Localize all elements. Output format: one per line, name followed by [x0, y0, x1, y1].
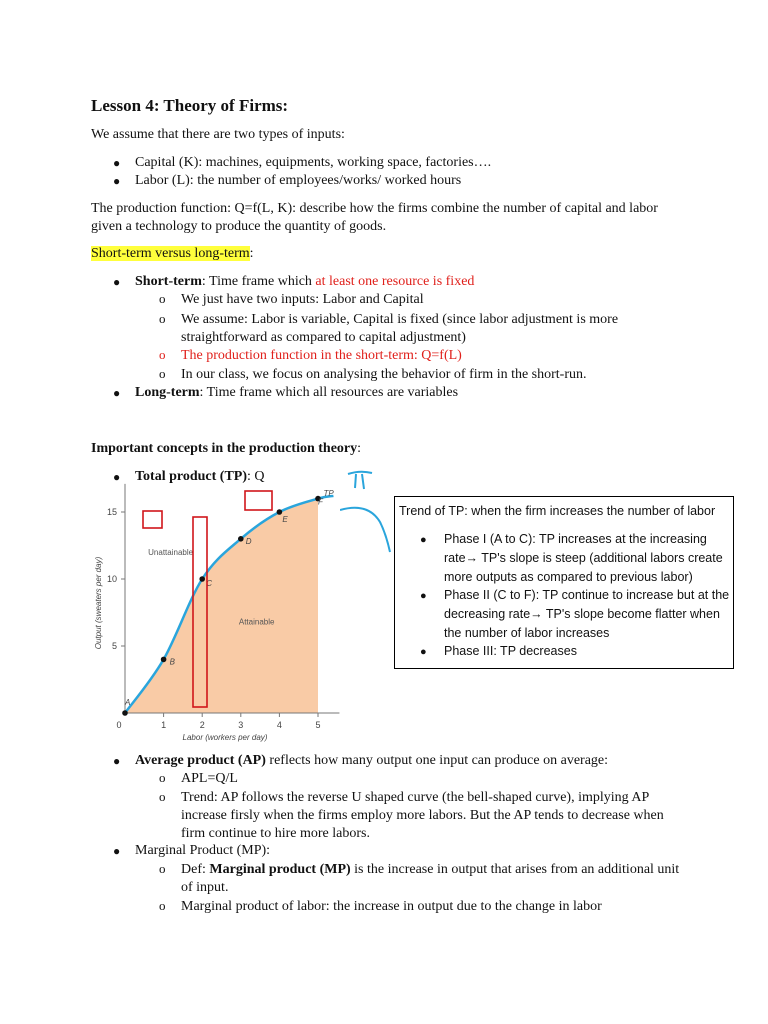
short-term-sub-4: In our class, we focus on analysing the behavior of firm in the short-run.: [181, 367, 587, 382]
mp-def-cont: of input.: [181, 880, 229, 895]
point-label-e: E: [282, 515, 288, 524]
box-line-2: rate→ TP's slope is steep (additional labors create: [444, 551, 723, 565]
heading-colon: :: [249, 246, 254, 261]
production-function-line1: The production function: Q=f(L, K): describe how the firms combine the number of capital and labor: [91, 201, 658, 216]
list-item-labor: Labor (L): the number of employees/works/ worked hours: [135, 173, 462, 188]
sub-bullet-icon: o: [159, 861, 166, 876]
sub-bullet-icon: o: [159, 366, 166, 381]
x-tick-label: 0: [116, 720, 122, 730]
short-term-sub-2: We assume: Labor is variable, Capital is fixed (since labor adjustment is more: [181, 312, 619, 327]
y-axis-label: Output (sweaters per day): [94, 556, 103, 650]
ap-sub-2-cont2: firm continue to hire more labors.: [181, 826, 370, 841]
short-term-sub-1: We just have two inputs: Labor and Capital: [181, 292, 424, 307]
mp-def-prefix: Def:: [181, 862, 210, 877]
page-title: Lesson 4: Theory of Firms:: [91, 96, 289, 115]
short-term-sub-3: The production function in the short-term: Q=f(L): [181, 348, 462, 363]
mp-def-rest: is the increase in output that arises from an additional unit: [350, 862, 680, 877]
bullet-icon: ●: [113, 156, 121, 170]
box-line-6: the number of labor increases: [444, 626, 610, 640]
attainable-label: Attainable: [238, 617, 275, 627]
bullet-icon: ●: [113, 386, 121, 400]
unattainable-label: Unattainable: [148, 547, 194, 557]
bullet-icon: ●: [420, 646, 427, 658]
sub-bullet-icon: o: [159, 770, 166, 785]
curve-label: TP: [323, 488, 334, 498]
sub-bullet-icon: o: [159, 347, 166, 362]
handwritten-annotation: [340, 462, 400, 562]
mp-def-bold: Marginal product (MP): [209, 862, 351, 877]
sub-bullet-icon: o: [159, 789, 166, 804]
short-term-item: [135, 273, 474, 291]
point-b: [161, 657, 167, 663]
bullet-icon: ●: [420, 534, 427, 546]
mp-item: Marginal Product (MP):: [135, 843, 271, 858]
mp-def: [181, 861, 679, 879]
x-tick-label: 4: [276, 720, 282, 730]
ap-item: [135, 752, 608, 770]
point-label-c: C: [206, 579, 212, 588]
bullet-icon: ●: [113, 174, 121, 188]
production-function-line2: given a technology to produce the quantity of goods.: [91, 219, 387, 234]
point-label-d: D: [245, 536, 252, 546]
bullet-icon: ●: [113, 470, 121, 484]
ap-sub-2-cont: increase firsly when the firms employ more labors. But the AP tends to decrease when: [181, 808, 664, 823]
point-label-b: B: [169, 657, 175, 667]
x-axis-label: Labor (workers per day): [182, 733, 268, 742]
point-c: [199, 576, 205, 582]
point-d: [238, 536, 244, 542]
point-e: [277, 509, 283, 515]
box-line-5: decreasing rate→ TP's slope become flatter when: [444, 607, 720, 621]
ap-label: Average product (AP): [135, 753, 266, 768]
x-tick-label: 5: [315, 720, 321, 730]
bullet-icon: ●: [113, 275, 121, 289]
y-tick-label: 5: [111, 641, 117, 651]
x-tick-label: 3: [238, 720, 244, 730]
bullet-icon: ●: [420, 590, 427, 602]
short-term-text: : Time frame which: [201, 274, 316, 289]
short-term-label: Short-term: [135, 274, 202, 289]
sub-bullet-icon: o: [159, 898, 166, 913]
hand-drawn-curve: [340, 508, 390, 552]
box-line-1: Phase I (A to C): TP increases at the increasing: [444, 532, 707, 546]
list-item-capital: Capital (K): machines, equipments, working space, factories….: [135, 155, 492, 170]
y-tick-label: 15: [106, 507, 117, 517]
highlighted-heading: Short-term versus long-term: [91, 246, 250, 261]
x-tick-label: 1: [161, 720, 167, 730]
box-line-4: Phase II (C to F): TP continue to increase but at the: [444, 588, 730, 602]
concepts-colon: :: [357, 441, 362, 456]
tp-trend-box: [394, 496, 734, 669]
ap-text: reflects how many output one input can produce on average:: [265, 753, 609, 768]
short-long-heading: [91, 245, 254, 263]
point-label-f: F: [318, 497, 323, 507]
concepts-heading-bold: Important concepts in the production theory: [91, 441, 358, 456]
annotation-box: [245, 491, 272, 510]
point-a: [122, 710, 128, 716]
long-term-item: [135, 384, 458, 402]
mp-sub-2: Marginal product of labor: the increase in output due to the change in labor: [181, 899, 602, 914]
box-line-7: Phase III: TP decreases: [444, 644, 577, 658]
box-heading: Trend of TP: when the firm increases the number of labor: [399, 504, 716, 518]
annotation-box: [143, 511, 162, 528]
concepts-heading: [91, 440, 361, 458]
tp-label: Total product (TP): [135, 469, 248, 484]
sub-bullet-icon: o: [159, 311, 166, 326]
short-term-sub-2-cont: straightforward as compared to capital adjustment): [181, 330, 466, 345]
handwritten-tp-icon: [348, 472, 372, 489]
long-term-text: : Time frame which all resources are variables: [199, 385, 459, 400]
box-line-3: more outputs as compared to previous labor): [444, 570, 693, 584]
bullet-icon: ●: [113, 844, 121, 858]
point-label-a: A: [125, 698, 131, 707]
tp-text: : Q: [247, 469, 265, 484]
ap-sub-1: APL=Q/L: [181, 771, 238, 786]
sub-bullet-icon: o: [159, 291, 166, 306]
intro-text: We assume that there are two types of inputs:: [91, 127, 345, 142]
long-term-label: Long-term: [135, 385, 200, 400]
attainable-region: [125, 499, 318, 713]
x-tick-label: 2: [199, 720, 205, 730]
ap-sub-2: Trend: AP follows the reverse U shaped curve (the bell-shaped curve), implying AP: [181, 790, 650, 805]
bullet-icon: ●: [113, 754, 121, 768]
short-term-red-text: at least one resource is fixed: [315, 274, 475, 289]
y-tick-label: 10: [106, 574, 117, 584]
